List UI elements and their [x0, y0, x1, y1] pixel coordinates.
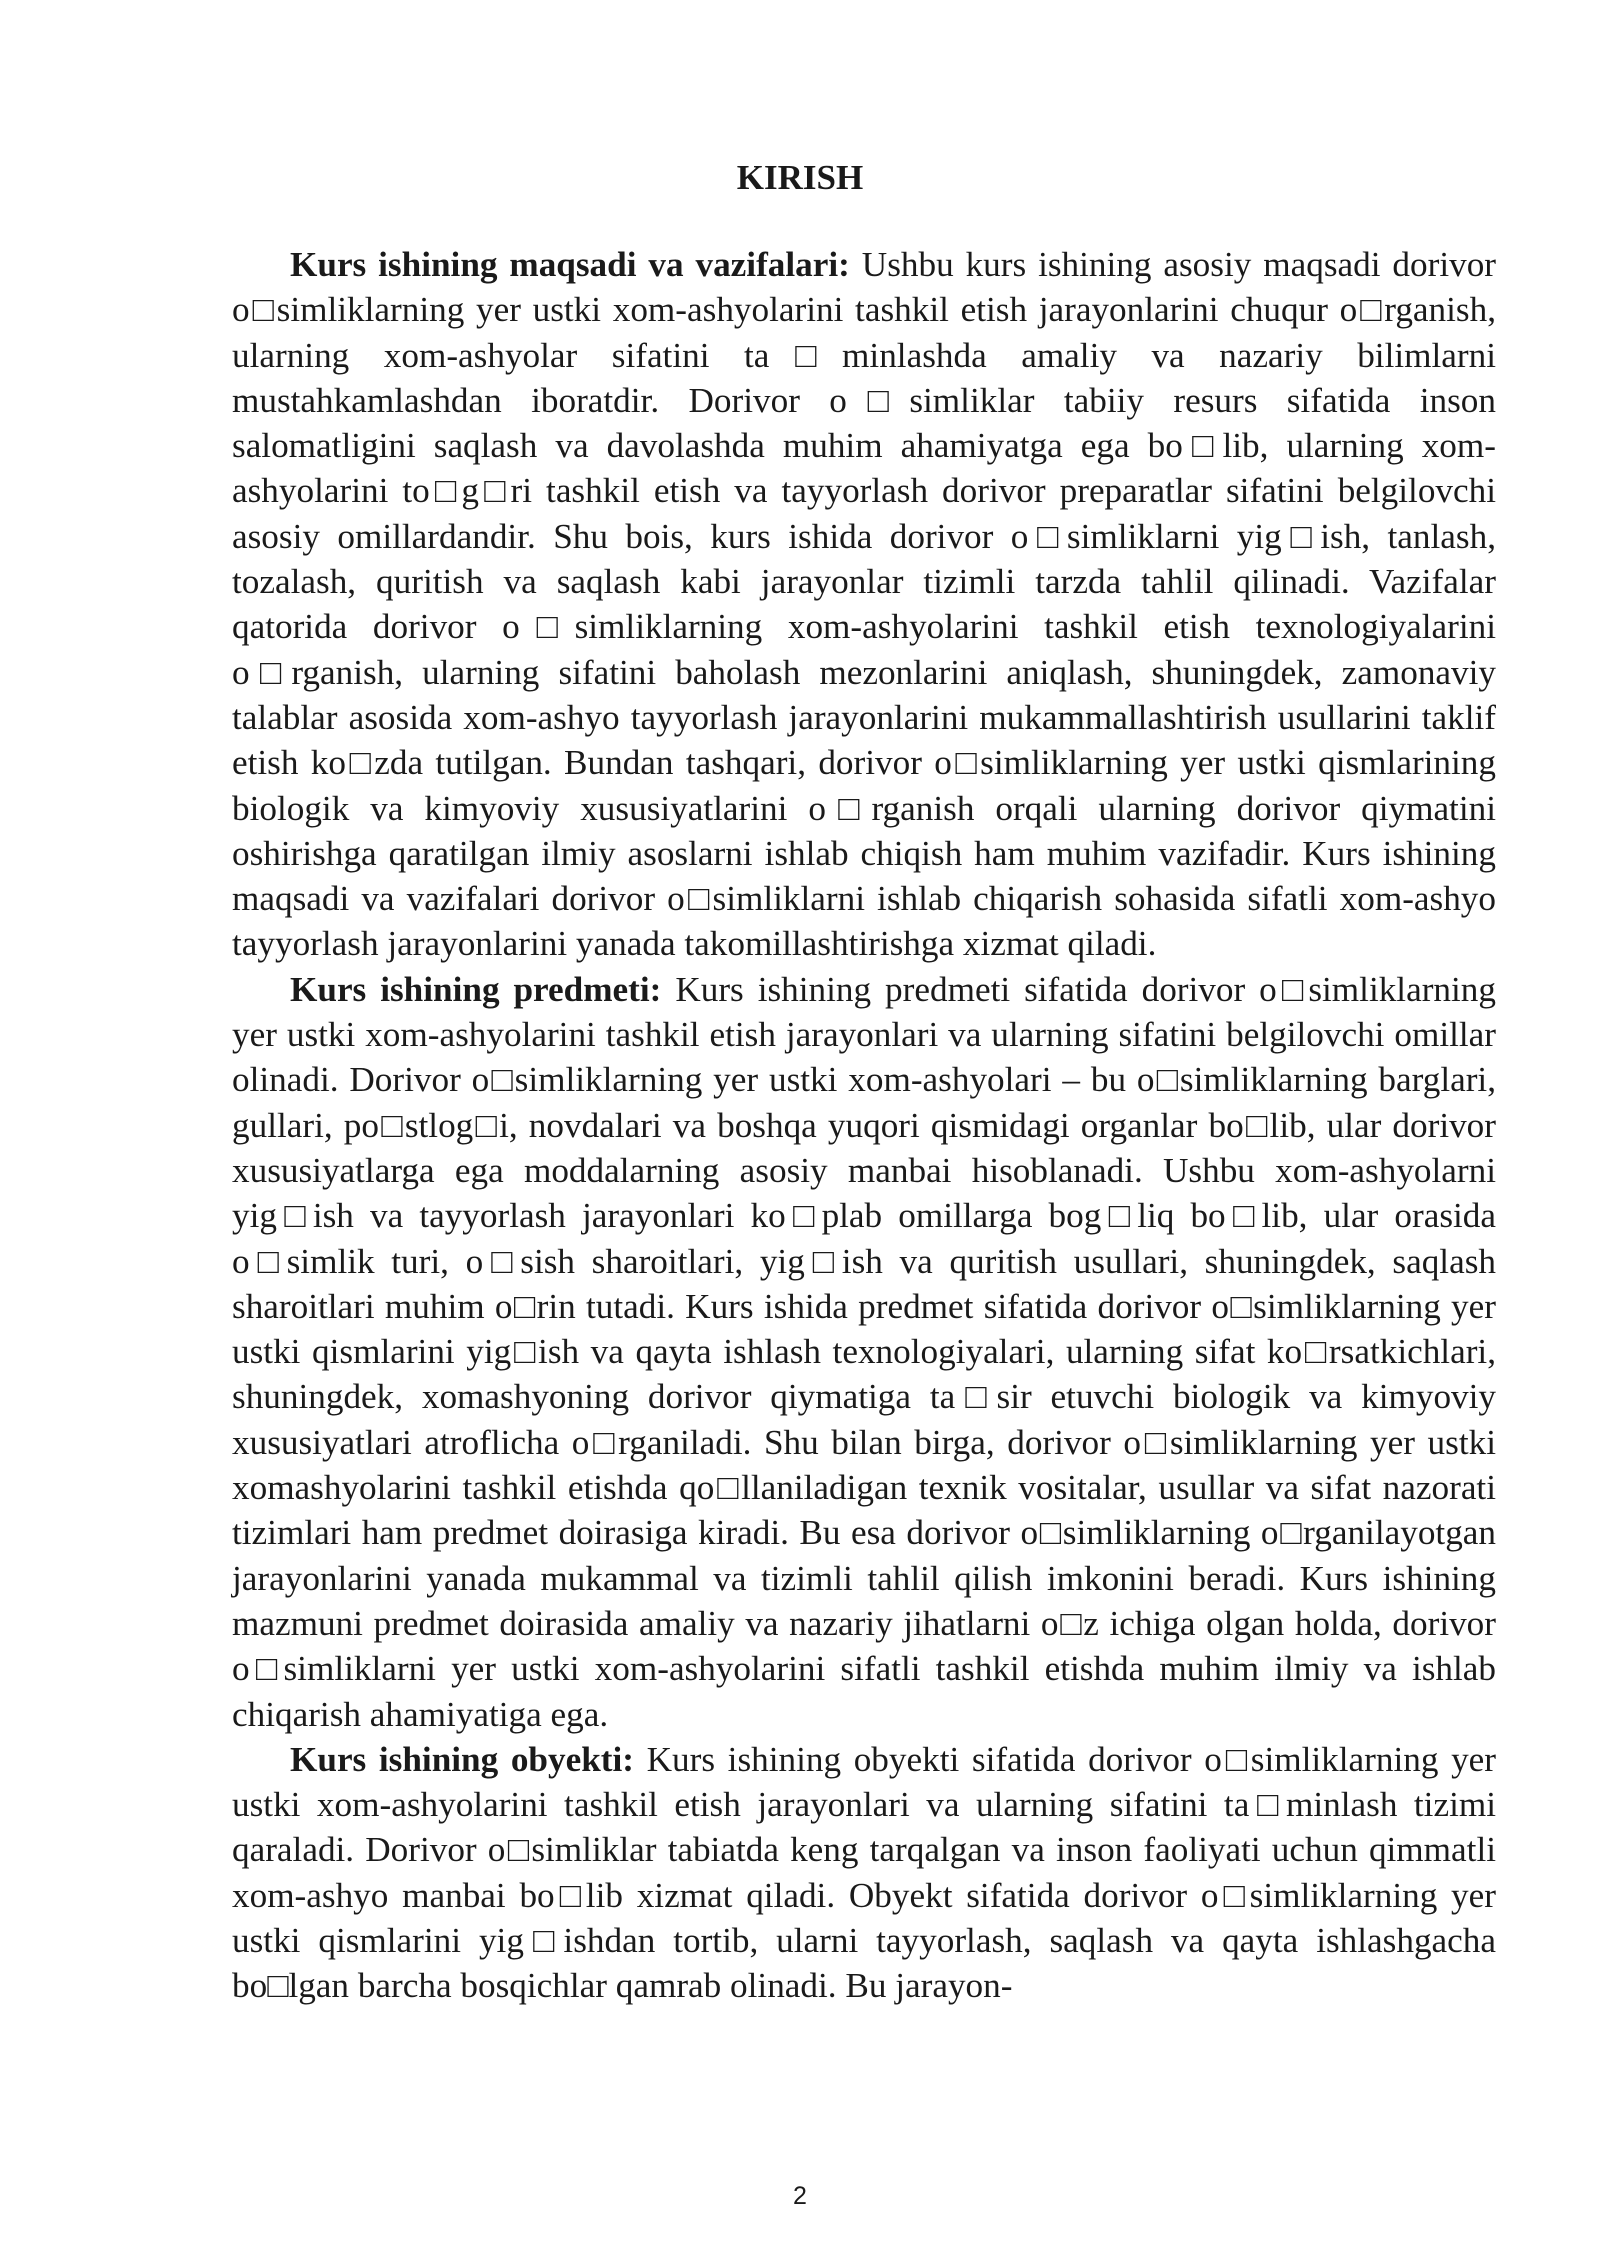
- paragraph-lead: Kurs ishining predmeti:: [290, 969, 662, 1009]
- paragraph-goals: [232, 242, 1496, 967]
- paragraph-lead: Kurs ishining obyekti:: [290, 1739, 634, 1779]
- paragraph-lead: Kurs ishining maqsadi va vazifalari:: [290, 245, 850, 284]
- paragraph-text: Kurs ishining obyekti sifatida dorivor o□simliklarning yer ustki xom-ashyolarini tashkil etish jarayonlari va ularning sifatini ta□minlash tizimi qaraladi. Dorivor o□simliklar tabiatda keng tarqalgan va inson faoliyati uchun qimmatli xom-ashyo manbai bo□lib xizmat qiladi. Obyekt sifatida dorivor o□simliklarning yer ustki qismlarini yig□ishdan tortib, ularni tayyorlash, saqlash va qayta ishlashgacha bo□lgan barcha bosqichlar qamrab olinadi. Bu jarayon-: [232, 1739, 1497, 2006]
- paragraph-object: [232, 1737, 1496, 2009]
- body-text: [232, 242, 1496, 2009]
- paragraph-text: Ushbu kurs ishining asosiy maqsadi dorivor o□simliklarning yer ustki xom-ashyolarini tashkil etish jarayonlarini chuqur o□rganish, ularning xom-ashyolar sifatini ta□minlashda amaliy va nazariy bilimlarni mustahkamlashdan iboratdir. Dorivor o□simliklar tabiiy resurs sifatida inson salomatligini saqlash va davolashda muhim ahamiyatga ega bo□lib, ularning xom-ashyolarini to□g□ri tashkil etish va tayyorlash dorivor preparatlar sifatini belgilovchi asosiy omillardandir. Shu bois, kurs ishida dorivor o□simliklarni yig□ish, tanlash, tozalash, quritish va saqlash kabi jarayonlar tizimli tarzda tahlil qilinadi. Vazifalar qatorida dorivor o□simliklarning xom-ashyolarini tashkil etish texnologiyalarini o□rganish, ularning sifatini baholash mezonlarini aniqlash, shuningdek, zamonaviy talablar asosida xom-ashyo tayyorlash jarayonlarini mukammallashtirish usullarini taklif etish ko□zda tutilgan. Bundan tashqari, dorivor o□simliklarning yer ustki qismlarining biologik va kimyoviy xususiyatlarini o□rganish orqali ularning dorivor qiymatini oshirishga qaratilgan ilmiy asoslarni ishlab chiqish ham muhim vazifadir. Kurs ishining maqsadi va vazifalari dorivor o□simliklarni ishlab chiqarish sohasida sifatli xom-ashyo tayyorlash jarayonlarini yanada takomillashtirishga xizmat qiladi.: [232, 245, 1497, 964]
- paragraph-subject: [232, 967, 1496, 1737]
- paragraph-text: Kurs ishining predmeti sifatida dorivor o□simliklarning yer ustki xom-ashyolarini tashkil etish jarayonlari va ularning sifatini belgilovchi omillar olinadi. Dorivor o□simliklarning yer ustki xom-ashyolari – bu o□simliklarning barglari, gullari, po□stlog□i, novdalari va boshqa yuqori qismidagi organlar bo□lib, ular dorivor xususiyatlarga ega moddalarning asosiy manbai hisoblanadi. Ushbu xom-ashyolarni yig□ish va tayyorlash jarayonlari ko□plab omillarga bog□liq bo□lib, ular orasida o□simlik turi, o□sish sharoitlari, yig□ish va quritish usullari, shuningdek, saqlash sharoitlari muhim o□rin tutadi. Kurs ishida predmet sifatida dorivor o□simliklarning yer ustki qismlarini yig□ish va qayta ishlash texnologiyalari, ularning sifat ko□rsatkichlari, shuningdek, xomashyoning dorivor qiymatiga ta□sir etuvchi biologik va kimyoviy xususiyatlari atroflicha o□rganiladi. Shu bilan birga, dorivor o□simliklarning yer ustki xomashyolarini tashkil etishda qo□llaniladigan texnik vositalar, usullar va sifat nazorati tizimlari ham predmet doirasiga kiradi. Bu esa dorivor o□simliklarning o□rganilayotgan jarayonlarini yanada mukammal va tizimli tahlil qilish imkonini beradi. Kurs ishining mazmuni predmet doirasida amaliy va nazariy jihatlarni o□z ichiga olgan holda, dorivor o□simliklarni yer ustki xom-ashyolarini sifatli tashkil etishda muhim ilmiy va ishlab chiqarish ahamiyatiga ega.: [232, 969, 1496, 1734]
- page-title: KIRISH: [736, 158, 864, 197]
- page-number: 2: [793, 2182, 807, 2210]
